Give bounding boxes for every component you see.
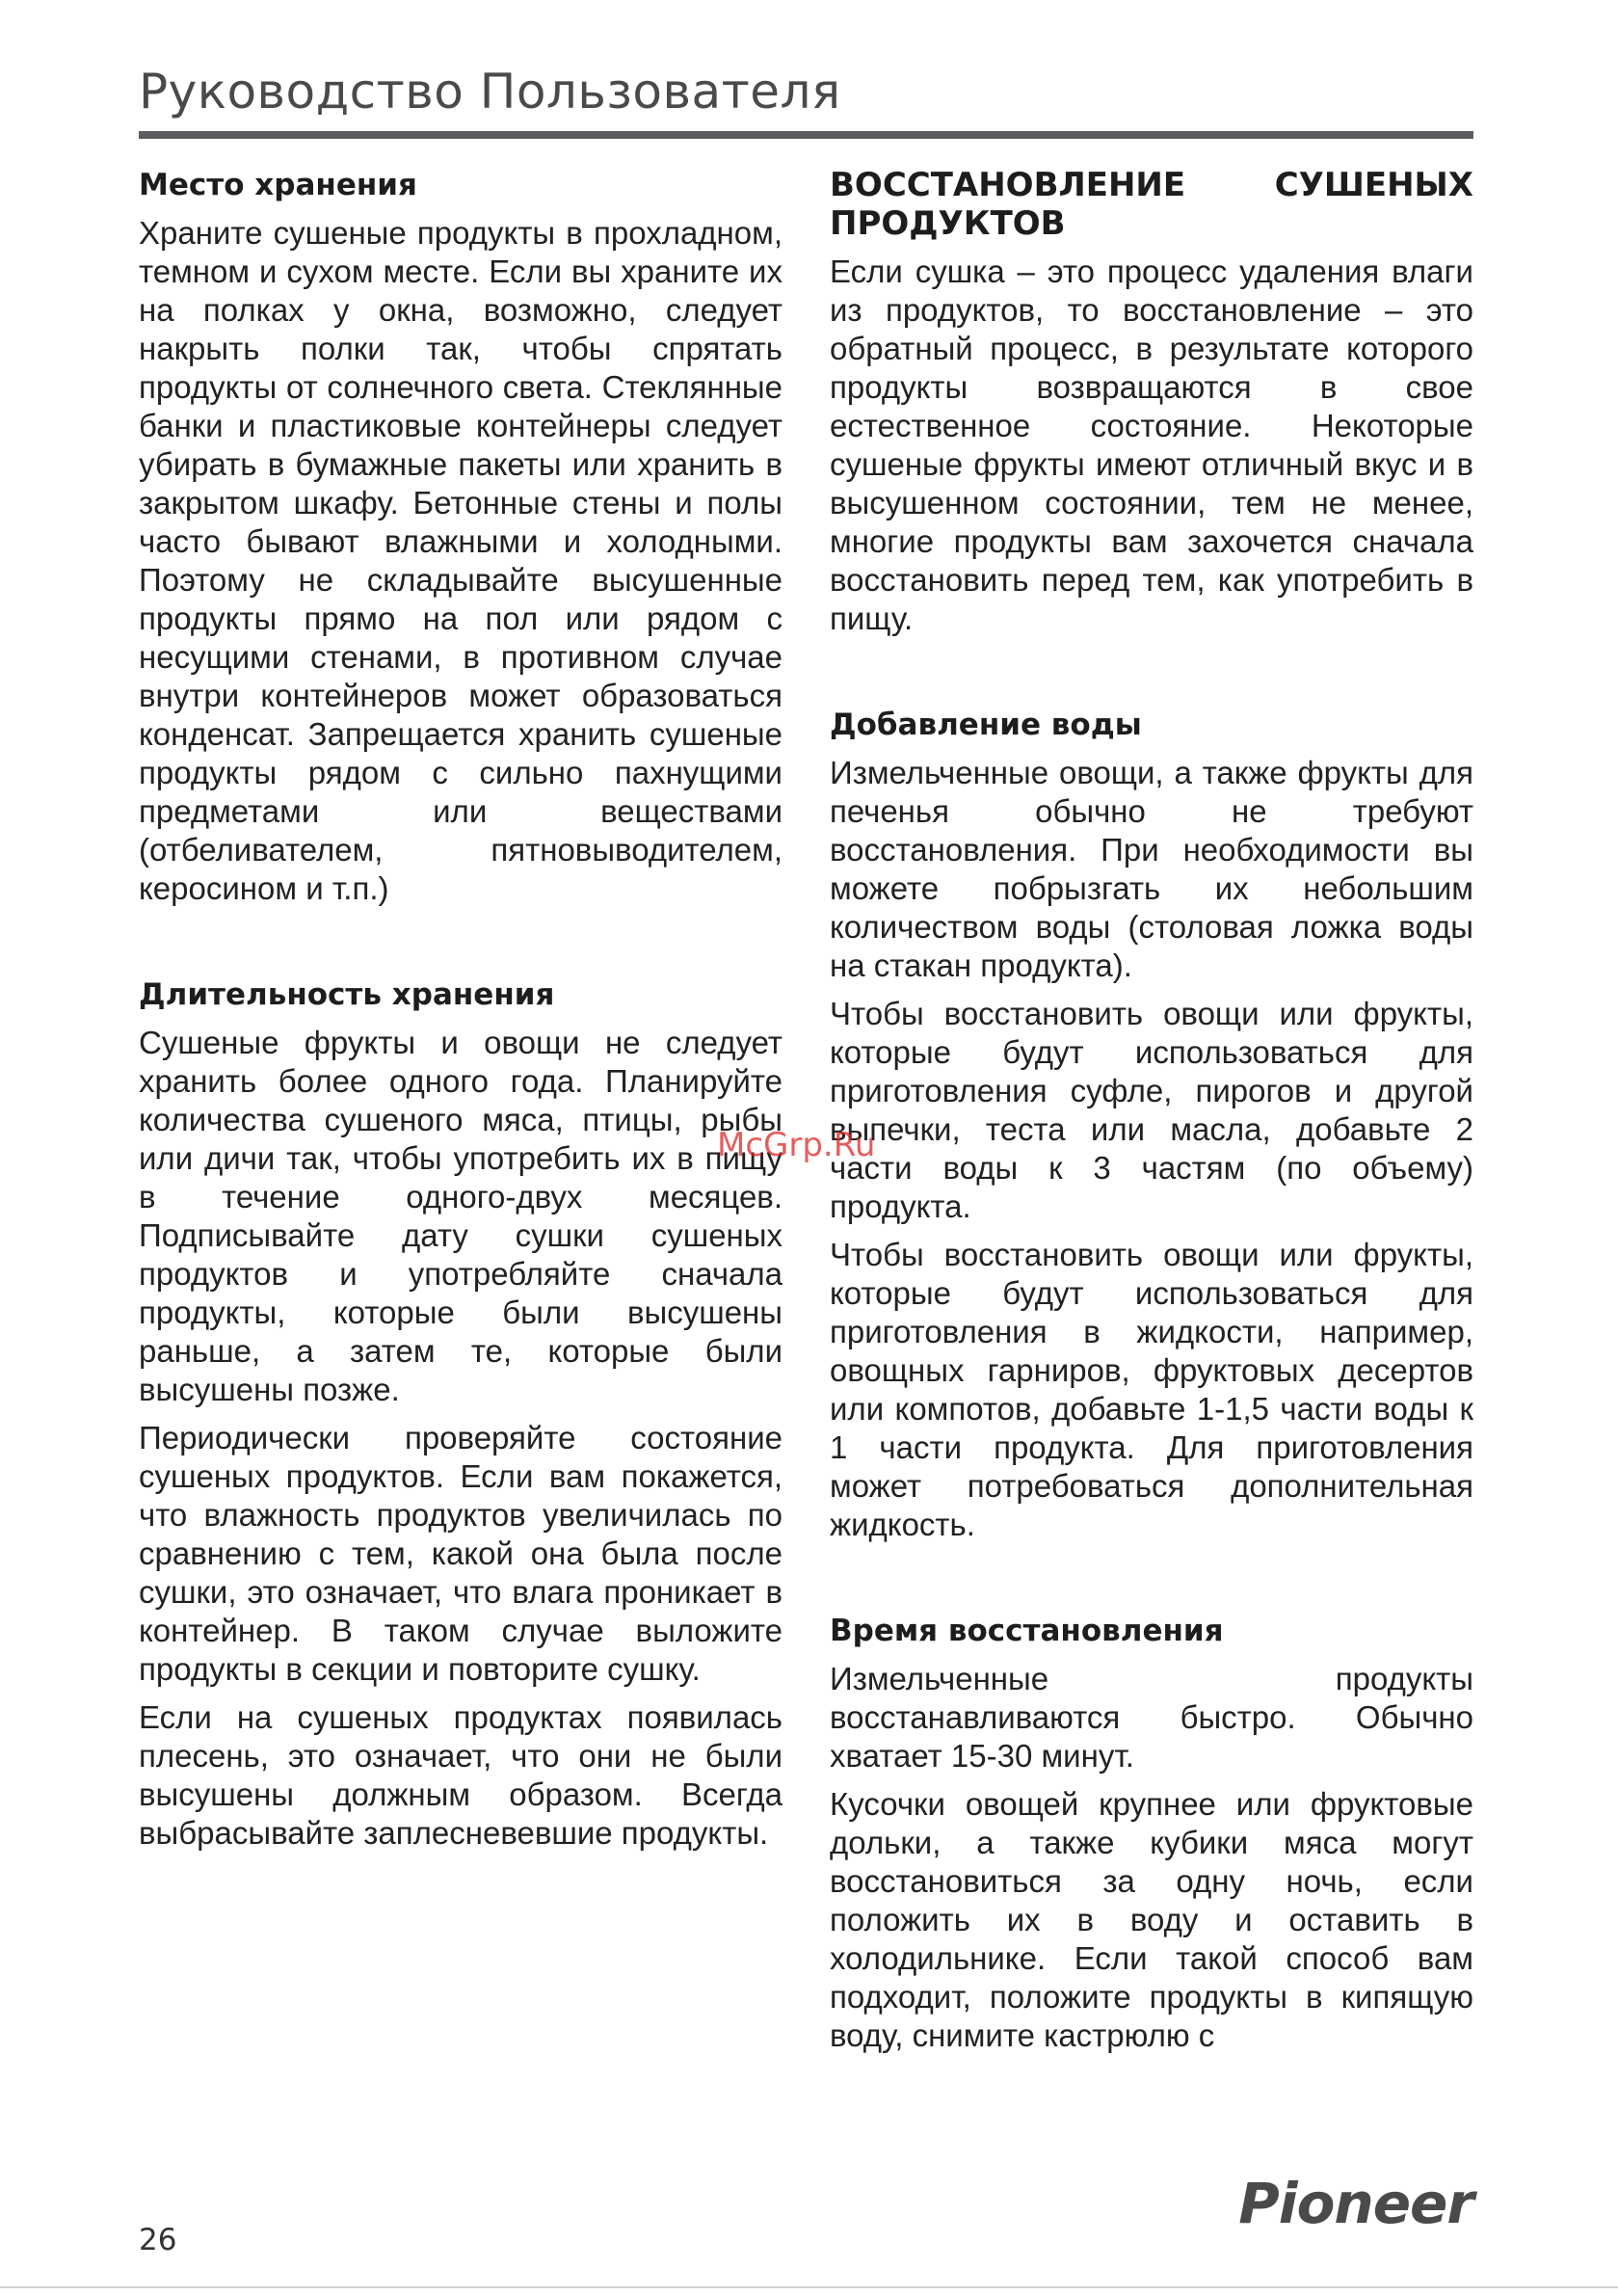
paragraph: Сушеные фрукты и овощи не следует хранить более одного года. Планируйте количества сушеного мяса, птицы, рыбы или дичи так, чтобы употребить их в пищу в течение одного-двух месяцев. Подписывайте дату сушки сушеных продуктов и употребляйте сначала продукты, которые были высушены раньше, а затем те, которые были высушены позже. [139,1025,782,1407]
right-column [830,166,1473,2065]
section-title-adding-water: Добавление воды [830,707,1142,742]
paragraph: Периодически проверяйте состояние сушеных продуктов. Если вам покажется, что влажность продуктов увеличилась по сравнению с тем, какой она была после сушки, это означает, что влага проникает в контейнер. В таком случае выложите продукты в секции и повторите сушку. [139,1420,782,1687]
paragraph: Измельченные овощи, а также фрукты для печенья обычно не требуют восстановления. При необходимости вы можете побрызгать их небольшим количеством воды (столовая ложка воды на стакан продукта). [830,755,1473,983]
paragraph: Храните сушеные продукты в прохладном, темном и сухом месте. Если вы храните их на полках у окна, возможно, следует накрыть полки так, чтобы спрятать продукты от солнечного света. Стеклянные банки и пластиковые контейнеры следует убирать в бумажные пакеты или хранить в закрытом шкафу. Бетонные стены и полы часто бывают влажными и холодными. Поэтому не складывайте высушенные продукты прямо на пол или рядом с несущими стенами, в противном случае внутри контейнеров может образоваться конденсат. Запрещается хранить сушеные продукты рядом с сильно пахнущими предметами или веществами (отбеливателем, пятновыводителем, керосином и т.п.) [139,215,782,906]
watermark: McGrp.Ru [717,1126,876,1164]
section-title-recovery-time: Время восстановления [830,1614,1224,1648]
paragraph: Кусочки овощей крупнее или фруктовые дольки, а также кубики мяса могут восстановиться за одну ночь, если положить их в воду и оставить в холодильнике. Если такой способ вам подходит, положите продукты в кипящую воду, снимите кастрюлю с [830,1786,1473,2053]
page-number: 26 [139,2223,177,2257]
left-column [139,166,782,1862]
page-header-title: Руководство Пользователя [139,64,841,120]
section-title-storage-place: Место хранения [139,168,417,202]
section-title-storage-duration: Длительность хранения [139,977,555,1012]
paragraph: Измельченные продукты восстанавливаются быстро. Обычно хватает 15-30 минут. [830,1661,1473,1774]
header-divider [139,131,1473,139]
bottom-edge [0,2286,1618,2288]
main-section-title: ВОССТАНОВЛЕНИЕ СУШЕНЫХ ПРОДУКТОВ [830,166,1473,243]
paragraph: Чтобы восстановить овощи или фрукты, которые будут использоваться для приготовления в жидкости, например, овощных гарниров, фруктовых десертов или компотов, добавьте 1-1,5 части воды к 1 части продукта. Для приготовления может потребоваться дополнительная жидкость. [830,1237,1473,1542]
paragraph: Если сушка – это процесс удаления влаги из продуктов, то восстановление – это обратный процесс, в результате которого продукты возвращаются в свое естественное состояние. Некоторые сушеные фрукты имеют отличный вкус и в высушенном состоянии, тем не менее, многие продукты вам захочется сначала восстановить перед тем, как употребить в пищу. [830,254,1473,636]
paragraph: Если на сушеных продуктах появилась плесень, это означает, что они не были высушены должным образом. Всегда выбрасывайте заплесневевшие продукты. [139,1699,782,1851]
paragraph: Чтобы восстановить овощи или фрукты, которые будут использоваться для приготовления суфле, пирогов и другой выпечки, теста или масла, добавьте 2 части воды к 3 частям (по объему) продукта. [830,996,1473,1224]
brand-logo: Pioneer [1238,2171,1473,2236]
